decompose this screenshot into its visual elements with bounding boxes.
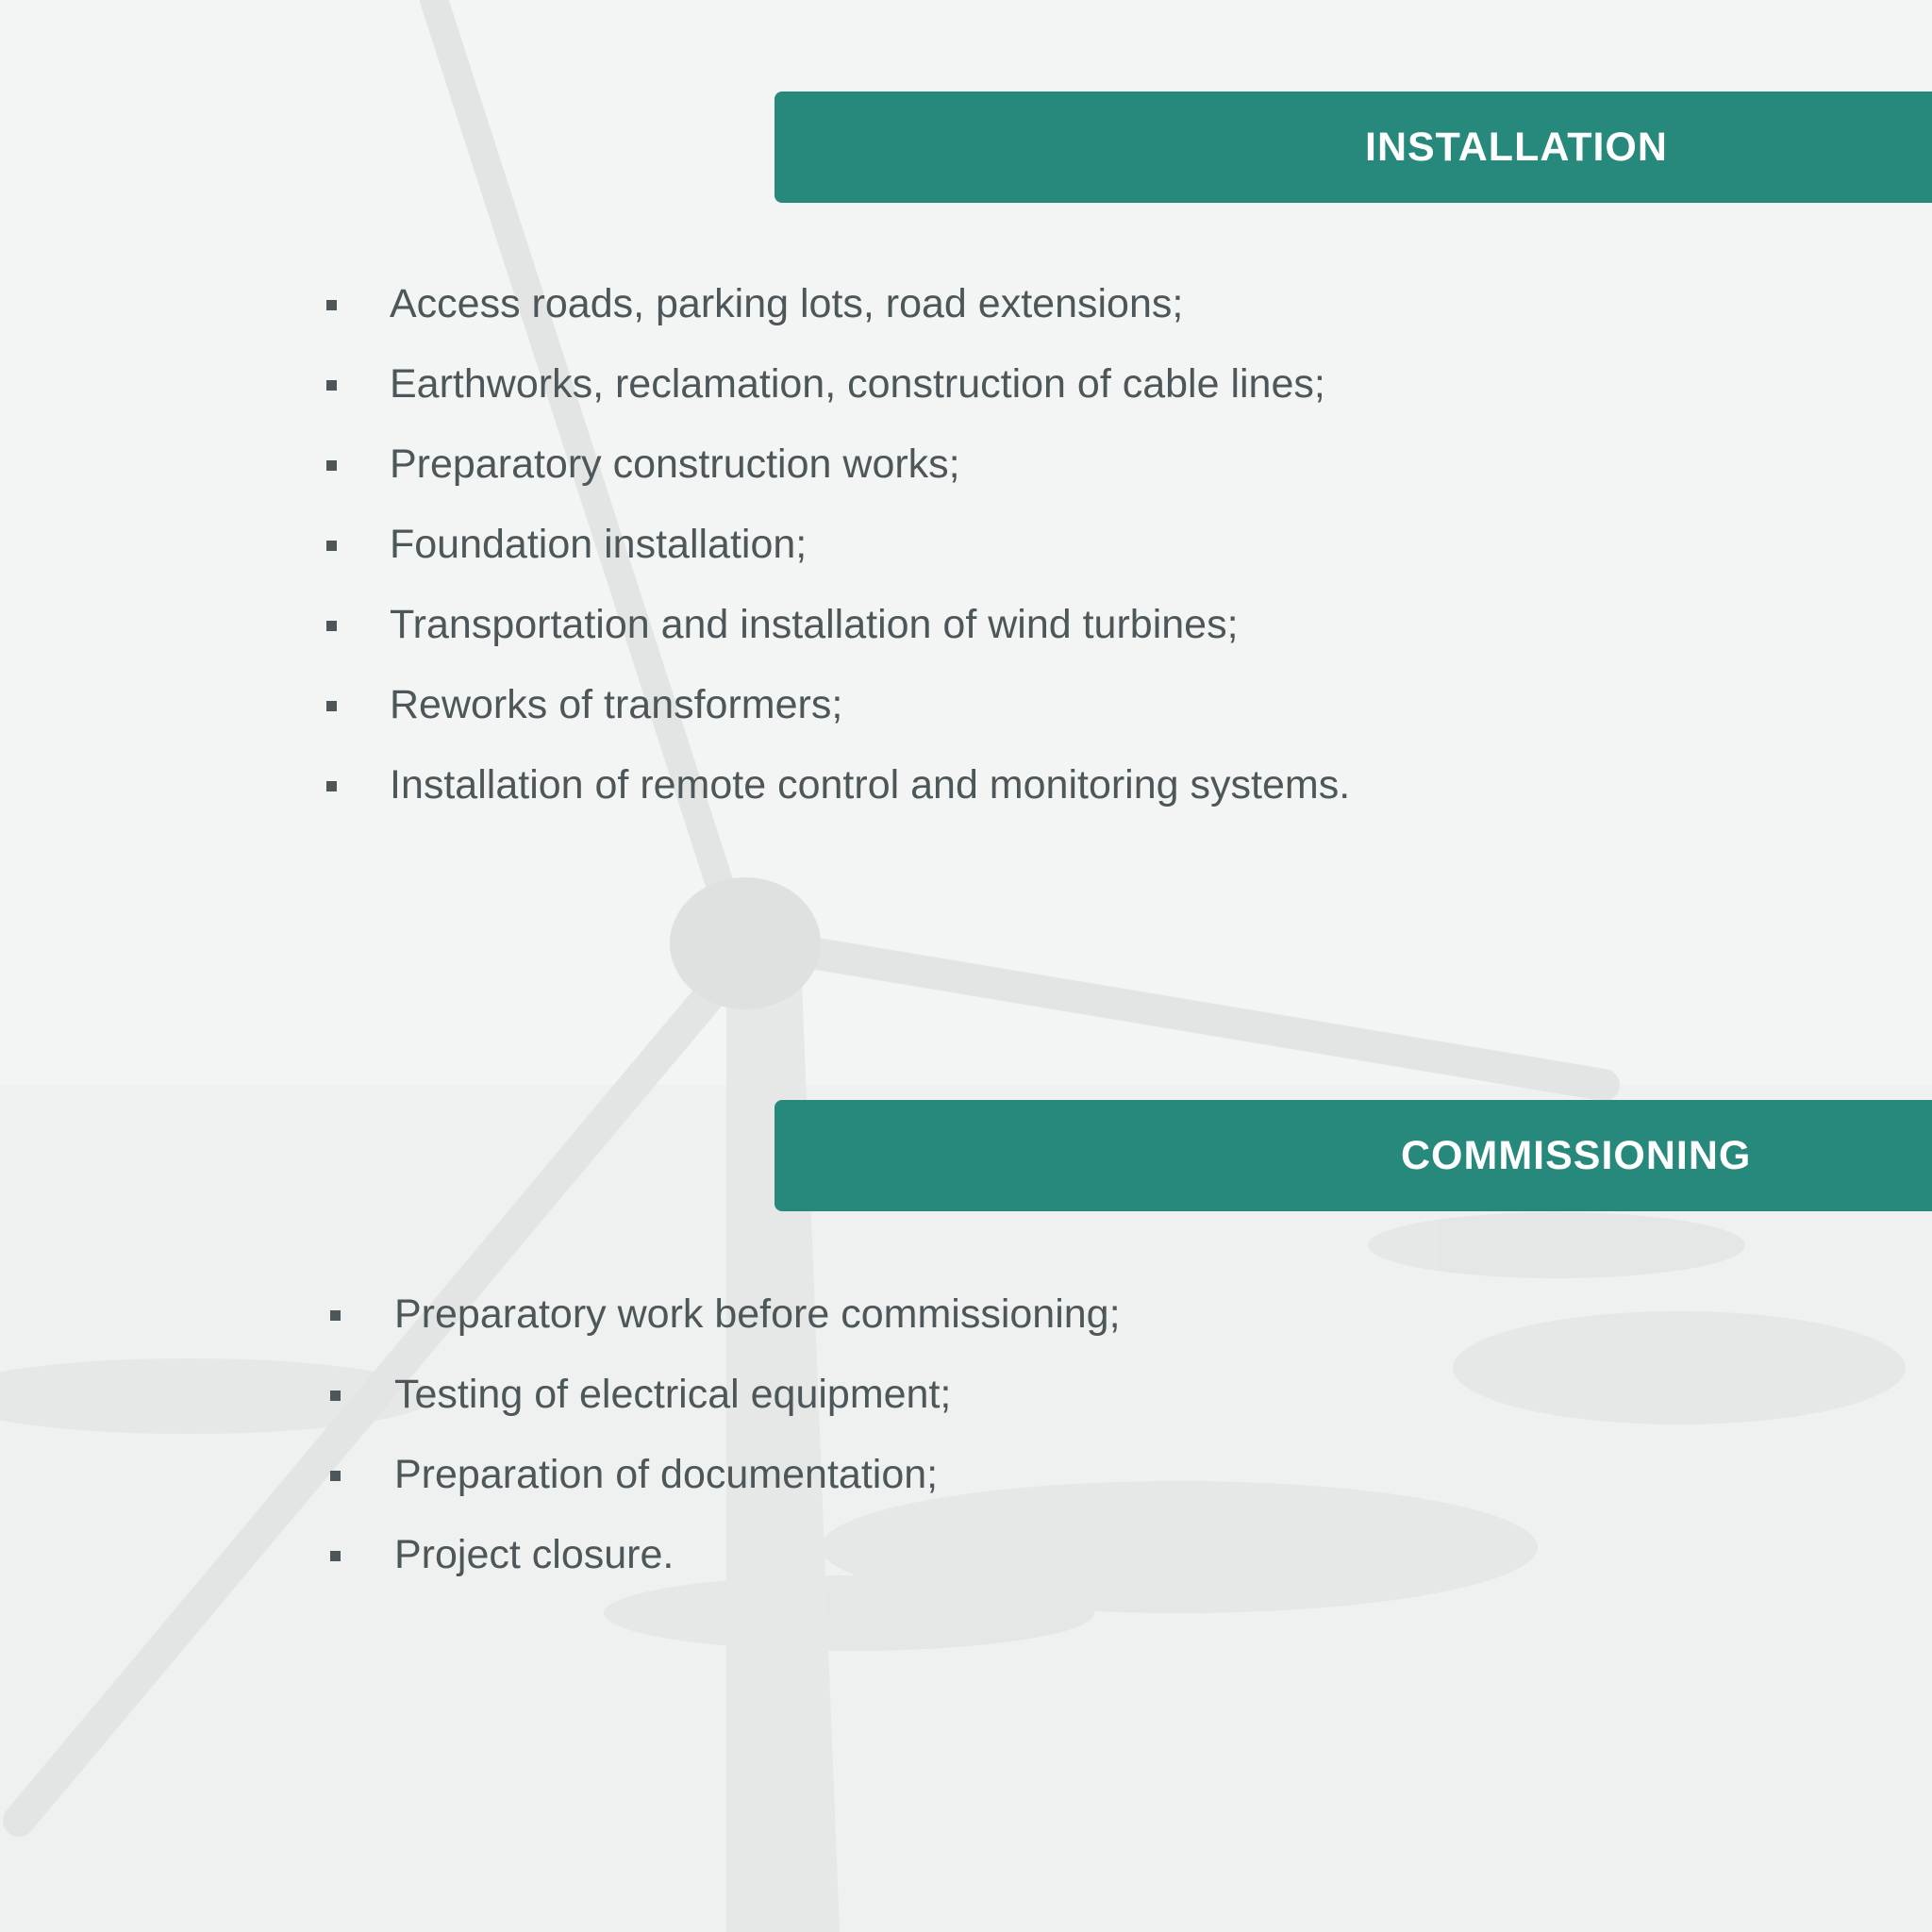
list-item-text: Access roads, parking lots, road extensions;	[390, 281, 1184, 326]
list-item-text: Preparation of documentation;	[394, 1452, 939, 1497]
list-item-text: Reworks of transformers;	[390, 682, 843, 727]
list-item-text: Foundation installation;	[390, 522, 808, 567]
bullet-icon	[326, 621, 337, 631]
list-item-text: Project closure.	[394, 1532, 675, 1577]
bullet-icon	[326, 541, 337, 551]
bullet-icon	[330, 1471, 341, 1481]
bullet-icon	[326, 300, 337, 310]
installation-title: INSTALLATION	[1365, 125, 1668, 170]
commissioning-header-bar	[774, 1100, 1932, 1211]
commissioning-title: COMMISSIONING	[1401, 1133, 1752, 1178]
list-item-text: Transportation and installation of wind turbines;	[390, 602, 1239, 647]
list-item-text: Preparatory construction works;	[390, 441, 960, 487]
installation-header-bar	[774, 92, 1932, 203]
bullet-icon	[330, 1310, 341, 1321]
list-item-text: Earthworks, reclamation, construction of cable lines;	[390, 361, 1325, 407]
bullet-icon	[330, 1551, 341, 1561]
list-item-text: Testing of electrical equipment;	[394, 1372, 952, 1417]
bullet-icon	[326, 701, 337, 711]
bullet-icon	[326, 460, 337, 471]
bullet-icon	[326, 380, 337, 391]
bullet-icon	[330, 1391, 341, 1401]
list-item-text: Preparatory work before commissioning;	[394, 1291, 1121, 1337]
list-item-text: Installation of remote control and monitoring systems.	[390, 762, 1351, 808]
bullet-icon	[326, 781, 337, 791]
